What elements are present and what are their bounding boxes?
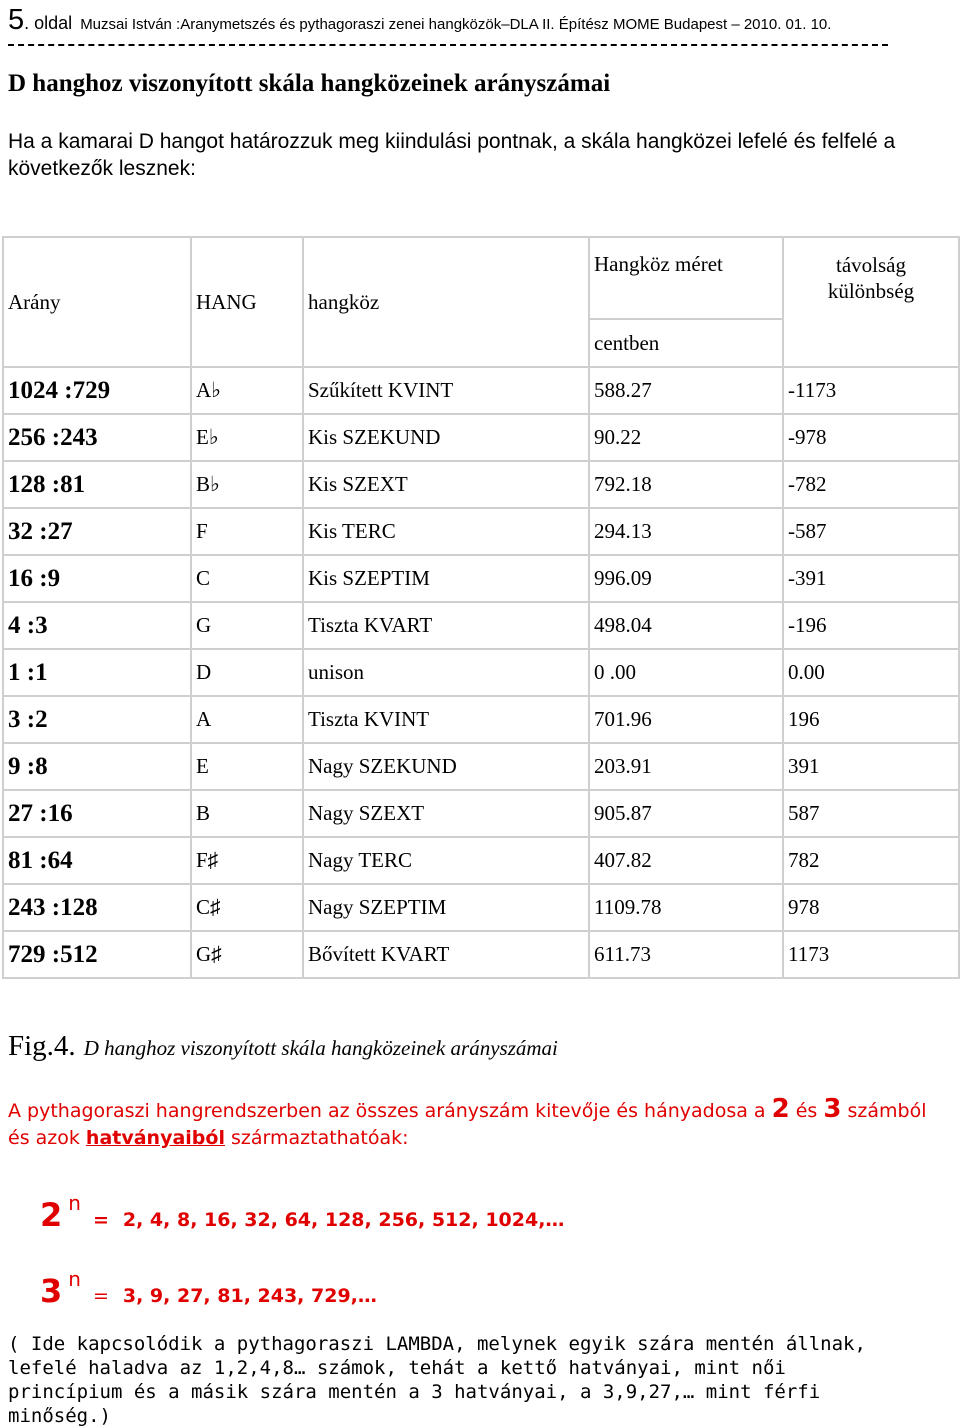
interval-cell: Nagy SZEPTIM (303, 884, 589, 931)
table-row (3, 931, 959, 978)
formula-base: 3 (40, 1272, 63, 1310)
note-cell: C♯ (191, 884, 303, 931)
formula-base: 2 (40, 1196, 63, 1234)
formula-powers-of-3 (40, 1267, 377, 1310)
note-cell: G♯ (191, 931, 303, 978)
cents-cell: 294.13 (589, 508, 783, 555)
para-num3: 3 (823, 1094, 842, 1124)
figure-caption-text: D hanghoz viszonyított skála hangközeinek arányszámai (83, 1036, 558, 1060)
para-part3: származtathatóak: (224, 1127, 409, 1149)
note-cell: G (191, 602, 303, 649)
interval-cell: Kis SZEKUND (303, 414, 589, 461)
para-part2: számból és azok (8, 1100, 927, 1149)
header-divider (8, 44, 888, 46)
header-centben: centben (589, 319, 783, 367)
para-and: és (789, 1100, 824, 1122)
note-cell: A (191, 696, 303, 743)
figure-number: Fig.4. (8, 1030, 76, 1062)
diff-cell: -391 (783, 555, 959, 602)
formula-exponent: n (68, 1267, 81, 1291)
diff-cell: 391 (783, 743, 959, 790)
cents-cell: 792.18 (589, 461, 783, 508)
note-cell: B♭ (191, 461, 303, 508)
interval-cell: Nagy SZEXT (303, 790, 589, 837)
header-hang: HANG (191, 237, 303, 367)
diff-cell: -587 (783, 508, 959, 555)
note-cell: F♯ (191, 837, 303, 884)
hatvanyaibol-link[interactable]: hatványaiból (85, 1127, 225, 1149)
ratio-cell: 27 :16 (3, 790, 191, 837)
intro-text: Ha a kamarai D hangot határozzuk meg kiindulási pontnak, a skála hangközei lefelé és felfelé a következők lesznek: (8, 130, 896, 180)
header-text: Muzsai István :Aranymetszés és pythagoraszi zenei hangközök–DLA II. Építész MOME Budapest – 2010. 01. 10. (80, 16, 832, 33)
note-cell: B (191, 790, 303, 837)
note-cell: E (191, 743, 303, 790)
figure-caption (8, 1030, 558, 1063)
ratio-cell: 4 :3 (3, 602, 191, 649)
cents-cell: 1109.78 (589, 884, 783, 931)
table-row (3, 414, 959, 461)
ratio-cell: 9 :8 (3, 743, 191, 790)
header-arany: Arány (3, 237, 191, 367)
para-part1: A pythagoraszi hangrendszerben az összes arányszám kitevője és hányadosa a (8, 1100, 772, 1122)
interval-cell: Szűkített KVINT (303, 367, 589, 414)
para-num2: 2 (771, 1094, 790, 1124)
formula-sequence: 3, 9, 27, 81, 243, 729,… (122, 1285, 377, 1307)
cents-cell: 701.96 (589, 696, 783, 743)
header-tavolsag-line1: távolság (836, 253, 906, 277)
diff-cell: -978 (783, 414, 959, 461)
table-row (3, 461, 959, 508)
cents-cell: 905.87 (589, 790, 783, 837)
diff-cell: 978 (783, 884, 959, 931)
note-cell: F (191, 508, 303, 555)
header-tavolsag (783, 237, 959, 367)
ratio-cell: 1024 :729 (3, 367, 191, 414)
table-row (3, 837, 959, 884)
formula-sequence: 2, 4, 8, 16, 32, 64, 128, 256, 512, 1024,… (122, 1209, 565, 1231)
pythagorean-paragraph (8, 1096, 938, 1152)
ratio-cell: 729 :512 (3, 931, 191, 978)
page-title: D hanghoz viszonyított skála hangközeinek arányszámai (8, 70, 611, 97)
interval-cell: Kis SZEPTIM (303, 555, 589, 602)
table-row (3, 367, 959, 414)
ratio-cell: 81 :64 (3, 837, 191, 884)
lambda-note: ( Ide kapcsolódik a pythagoraszi LAMBDA, melynek egyik szára mentén állnak, lefelé haladva az 1,2,4,8… számok, tehát a kettő hatványai, mint női princípium és a másik szára mentén a 3 hatványai, a 3,9,27,… mint férfi minőség.) (8, 1333, 866, 1427)
ratio-cell: 1 :1 (3, 649, 191, 696)
table-row (3, 743, 959, 790)
cents-cell: 407.82 (589, 837, 783, 884)
interval-cell: Nagy SZEKUND (303, 743, 589, 790)
diff-cell: 1173 (783, 931, 959, 978)
cents-cell: 588.27 (589, 367, 783, 414)
ratio-cell: 243 :128 (3, 884, 191, 931)
formula-equals: = (92, 1209, 109, 1231)
cents-cell: 203.91 (589, 743, 783, 790)
table-row (3, 555, 959, 602)
diff-cell: 196 (783, 696, 959, 743)
ratio-cell: 16 :9 (3, 555, 191, 602)
interval-cell: Kis TERC (303, 508, 589, 555)
table-row (3, 696, 959, 743)
table-row (3, 602, 959, 649)
ratio-cell: 32 :27 (3, 508, 191, 555)
interval-cell: unison (303, 649, 589, 696)
note-cell: E♭ (191, 414, 303, 461)
diff-cell: 587 (783, 790, 959, 837)
diff-cell: -782 (783, 461, 959, 508)
interval-cell: Bővített KVART (303, 931, 589, 978)
ratio-cell: 3 :2 (3, 696, 191, 743)
table-row (3, 790, 959, 837)
header-hangkoz: hangköz (303, 237, 589, 367)
cents-cell: 0 .00 (589, 649, 783, 696)
diff-cell: -1173 (783, 367, 959, 414)
page-word: . oldal (24, 13, 73, 33)
header-meret: Hangköz méret (589, 237, 783, 319)
diff-cell: 0.00 (783, 649, 959, 696)
header-kulonbseg-line2: különbség (827, 279, 915, 303)
page-number: 5 (8, 4, 25, 36)
note-cell: D (191, 649, 303, 696)
page-header (8, 4, 831, 37)
interval-cell: Kis SZEXT (303, 461, 589, 508)
cents-cell: 90.22 (589, 414, 783, 461)
table-row (3, 884, 959, 931)
interval-table (2, 236, 960, 979)
formula-exponent: n (68, 1191, 81, 1215)
diff-cell: -196 (783, 602, 959, 649)
cents-cell: 611.73 (589, 931, 783, 978)
ratio-cell: 256 :243 (3, 414, 191, 461)
cents-cell: 498.04 (589, 602, 783, 649)
table-row (3, 508, 959, 555)
interval-cell: Tiszta KVINT (303, 696, 589, 743)
note-cell: A♭ (191, 367, 303, 414)
formula-equals: = (92, 1285, 109, 1307)
interval-cell: Tiszta KVART (303, 602, 589, 649)
interval-cell: Nagy TERC (303, 837, 589, 884)
ratio-cell: 128 :81 (3, 461, 191, 508)
diff-cell: 782 (783, 837, 959, 884)
note-cell: C (191, 555, 303, 602)
cents-cell: 996.09 (589, 555, 783, 602)
formula-powers-of-2 (40, 1191, 565, 1234)
table-row (3, 649, 959, 696)
table-header-row (3, 237, 959, 319)
